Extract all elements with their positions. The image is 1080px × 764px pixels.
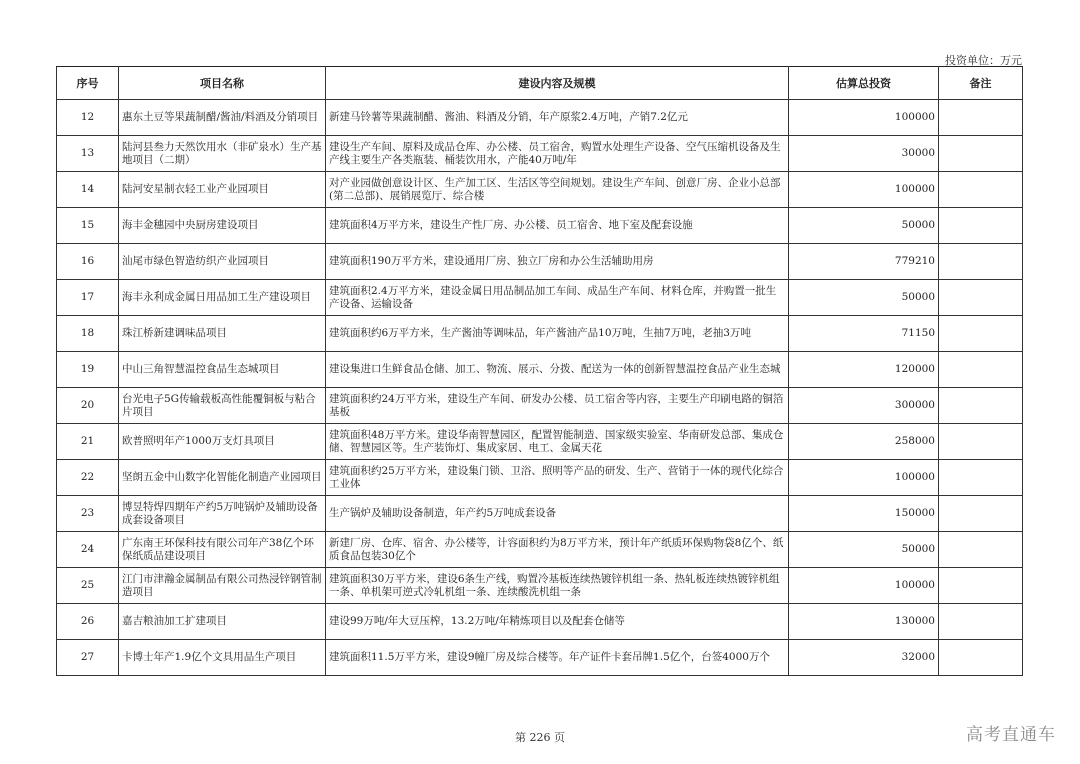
table-row	[57, 460, 1023, 496]
row-name: 海丰永利成金属日用品加工生产建设项目	[119, 280, 326, 316]
row-name: 海丰金穗园中央厨房建设项目	[119, 208, 326, 244]
row-note	[939, 568, 1023, 604]
row-content: 建筑面积4万平方米，建设生产性厂房、办公楼、员工宿舍、地下室及配套设施	[326, 208, 789, 244]
row-num: 13	[57, 136, 119, 172]
header-name: 项目名称	[119, 67, 326, 100]
table-row	[57, 496, 1023, 532]
table-row	[57, 640, 1023, 676]
row-num: 20	[57, 388, 119, 424]
row-name: 陆河安星制衣轻工业产业园项目	[119, 172, 326, 208]
row-invest: 32000	[789, 640, 939, 676]
header-content: 建设内容及规模	[326, 67, 789, 100]
table-row	[57, 172, 1023, 208]
row-invest: 100000	[789, 568, 939, 604]
row-invest: 120000	[789, 352, 939, 388]
table-row	[57, 244, 1023, 280]
watermark: 高考直通车	[966, 725, 1056, 745]
header-note: 备注	[939, 67, 1023, 100]
row-name: 博昱特焊四期年产约5万吨锅炉及辅助设备成套设备项目	[119, 496, 326, 532]
row-content: 建筑面积190万平方米，建设通用厂房、独立厂房和办公生活辅助用房	[326, 244, 789, 280]
row-note	[939, 136, 1023, 172]
row-content: 建设生产车间、原料及成品仓库、办公楼、员工宿舍，购置水处理生产设备、空气压缩机设备及生产线主要生产各类瓶装、桶装饮用水，产能40万吨/年	[326, 136, 789, 172]
row-invest: 71150	[789, 316, 939, 352]
row-num: 16	[57, 244, 119, 280]
row-name: 汕尾市绿色智造纺织产业园项目	[119, 244, 326, 280]
row-content: 建筑面积约25万平方米，建设集门锁、卫浴、照明等产品的研发、生产、营销于一体的现代化综合工业体	[326, 460, 789, 496]
row-content: 新建厂房、仓库、宿舍、办公楼等，计容面积约为8万平方米，预计年产纸质环保购物袋8亿个、纸质食品包装30亿个	[326, 532, 789, 568]
row-content: 建筑面积约6万平方米，生产酱油等调味品，年产酱油产品10万吨，生抽7万吨，老抽3万吨	[326, 316, 789, 352]
row-note	[939, 172, 1023, 208]
row-note	[939, 496, 1023, 532]
row-name: 卡博士年产1.9亿个文具用品生产项目	[119, 640, 326, 676]
row-note	[939, 424, 1023, 460]
row-name: 欧普照明年产1000万支灯具项目	[119, 424, 326, 460]
row-content: 建筑面积48万平方米。建设华南智慧园区，配置智能制造、国家级实验室、华南研发总部、集成仓储、智慧园区等。生产装饰灯、集成家居、电工、金属天花	[326, 424, 789, 460]
row-content: 新建马铃薯等果蔬制醋、酱油、料酒及分销，年产原浆2.4万吨，产销7.2亿元	[326, 100, 789, 136]
row-invest: 258000	[789, 424, 939, 460]
table-row	[57, 136, 1023, 172]
table-row	[57, 532, 1023, 568]
row-invest: 100000	[789, 100, 939, 136]
table-row	[57, 208, 1023, 244]
row-num: 19	[57, 352, 119, 388]
row-name: 陆河县叁力天然饮用水（非矿泉水）生产基地项目（二期）	[119, 136, 326, 172]
row-content: 建筑面积11.5万平方米，建设9幢厂房及综合楼等。年产证件卡套吊牌1.5亿个，台签4000万个	[326, 640, 789, 676]
row-num: 12	[57, 100, 119, 136]
row-note	[939, 208, 1023, 244]
row-invest: 30000	[789, 136, 939, 172]
row-note	[939, 640, 1023, 676]
row-num: 22	[57, 460, 119, 496]
table-row	[57, 100, 1023, 136]
row-note	[939, 316, 1023, 352]
row-name: 广东南王环保科技有限公司年产38亿个环保纸质品建设项目	[119, 532, 326, 568]
row-invest: 100000	[789, 172, 939, 208]
row-num: 27	[57, 640, 119, 676]
row-note	[939, 604, 1023, 640]
row-note	[939, 244, 1023, 280]
row-name: 江门市津瀚金属制品有限公司热浸锌钢管制造项目	[119, 568, 326, 604]
row-invest: 50000	[789, 280, 939, 316]
row-invest: 130000	[789, 604, 939, 640]
row-invest: 150000	[789, 496, 939, 532]
row-num: 14	[57, 172, 119, 208]
table-row	[57, 352, 1023, 388]
row-num: 17	[57, 280, 119, 316]
row-name: 中山三角智慧温控食品生态城项目	[119, 352, 326, 388]
header-invest: 估算总投资	[789, 67, 939, 100]
header-row	[57, 67, 1023, 100]
row-content: 建筑面积约24万平方米，建设生产车间、研发办公楼、员工宿舍等内容，主要生产印刷电路的铜箔基板	[326, 388, 789, 424]
row-note	[939, 532, 1023, 568]
row-name: 惠东土豆等果蔬制醋/酱油/料酒及分销项目	[119, 100, 326, 136]
row-note	[939, 100, 1023, 136]
row-name: 坚朗五金中山数字化智能化制造产业园项目	[119, 460, 326, 496]
row-content: 建筑面积30万平方米，建设6条生产线，购置冷基板连续热镀锌机组一条、热轧板连续热镀锌机组一条、单机架可逆式冷轧机组一条、连续酸洗机组一条	[326, 568, 789, 604]
row-name: 珠江桥新建调味品项目	[119, 316, 326, 352]
row-num: 26	[57, 604, 119, 640]
table-row	[57, 280, 1023, 316]
row-content: 对产业园做创意设计区、生产加工区、生活区等空间规划。建设生产车间、创意厂房、企业小总部(第二总部)、展销展览厅、综合楼	[326, 172, 789, 208]
row-num: 15	[57, 208, 119, 244]
row-content: 建设99万吨/年大豆压榨，13.2万吨/年精炼项目以及配套仓储等	[326, 604, 789, 640]
header-num: 序号	[57, 67, 119, 100]
investment-unit-label: 投资单位：万元	[945, 54, 1022, 67]
row-invest: 50000	[789, 532, 939, 568]
row-content: 建筑面积2.4万平方米，建设金属日用品制品加工车间、成品生产车间、材料仓库，并购置一批生产设备、运输设备	[326, 280, 789, 316]
row-invest: 300000	[789, 388, 939, 424]
table-row	[57, 604, 1023, 640]
table-body	[57, 100, 1023, 676]
row-invest: 100000	[789, 460, 939, 496]
row-num: 24	[57, 532, 119, 568]
table-row	[57, 568, 1023, 604]
table-header	[57, 67, 1023, 100]
row-note	[939, 280, 1023, 316]
row-name: 台光电子5G传输载板高性能覆铜板与粘合片项目	[119, 388, 326, 424]
table-row	[57, 388, 1023, 424]
row-content: 建设集进口生鲜食品仓储、加工、物流、展示、分拨、配送为一体的创新智慧温控食品产业生态城	[326, 352, 789, 388]
table-row	[57, 316, 1023, 352]
row-num: 18	[57, 316, 119, 352]
row-num: 21	[57, 424, 119, 460]
row-invest: 50000	[789, 208, 939, 244]
row-content: 生产锅炉及辅助设备制造，年产约5万吨成套设备	[326, 496, 789, 532]
row-note	[939, 388, 1023, 424]
row-num: 23	[57, 496, 119, 532]
row-name: 嘉吉粮油加工扩建项目	[119, 604, 326, 640]
project-table	[56, 66, 1023, 676]
row-note	[939, 460, 1023, 496]
table-row	[57, 424, 1023, 460]
row-num: 25	[57, 568, 119, 604]
row-invest: 779210	[789, 244, 939, 280]
row-note	[939, 352, 1023, 388]
page-number: 第 226 页	[515, 731, 565, 744]
